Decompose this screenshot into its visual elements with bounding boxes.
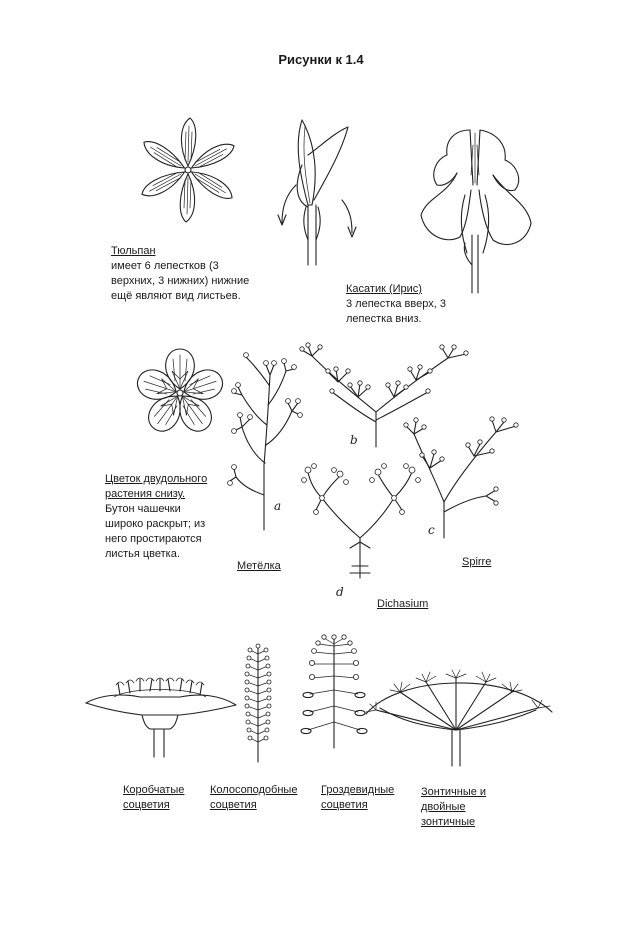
- capitulum-label-line: соцветия: [123, 799, 170, 811]
- spirre-label: Spirre: [462, 556, 492, 568]
- dicot-name-line: растения снизу.: [105, 488, 186, 500]
- dicot-desc-line: широко раскрыт; из: [105, 518, 206, 530]
- raceme-label-line: соцветия: [321, 799, 368, 811]
- dichasium-label: Dichasium: [377, 598, 429, 610]
- umbel-label-line: двойные: [421, 801, 466, 813]
- tulip-desc-line: ещё являют вид листьев.: [111, 290, 241, 302]
- raceme-label-line: Гроздевидные: [321, 784, 395, 796]
- tulip-desc-line: верхних, 3 нижних) нижние: [111, 275, 250, 287]
- spirre-drawing: [400, 412, 530, 542]
- spike-drawing: [238, 640, 278, 765]
- tulip-desc-line: имеет 6 лепестков (3: [111, 260, 219, 272]
- iris-bud-drawing: [272, 115, 372, 270]
- tulip-drawing: [136, 112, 246, 227]
- panicle-label: Метёлка: [237, 560, 281, 572]
- umbel-label-line: Зонтичные и: [421, 786, 487, 798]
- capitulum-drawing: [80, 675, 240, 760]
- corymb-letter: b: [350, 433, 358, 447]
- umbel-drawing: [360, 668, 560, 768]
- capitulum-caption: [123, 783, 184, 813]
- spirre-letter: c: [428, 523, 435, 537]
- page-title: Рисунки к 1.4: [278, 52, 364, 67]
- panicle-letter: a: [274, 499, 282, 513]
- umbel-label-line: зонтичные: [421, 816, 476, 828]
- dicot-name-line: Цветок двудольного: [105, 473, 208, 485]
- dicot-desc-line: Бутон чашечки: [105, 503, 181, 515]
- dicot-desc-line: него простираются: [105, 533, 202, 545]
- spike-label-line: Колосоподобные: [210, 784, 298, 796]
- raceme-caption: [321, 783, 394, 813]
- tulip-name: Тюльпан: [111, 245, 156, 257]
- spike-caption: [210, 783, 297, 813]
- dichasium-letter: d: [336, 585, 344, 598]
- dicot-caption: [105, 472, 207, 562]
- panicle-drawing: [212, 345, 312, 535]
- tulip-caption: [111, 244, 249, 304]
- iris-name: Касатик (Ирис): [346, 283, 422, 295]
- umbel-caption: [421, 785, 486, 830]
- spike-label-line: соцветия: [210, 799, 257, 811]
- iris-desc-line: 3 лепестка вверх, 3: [346, 298, 446, 310]
- iris-flower-drawing: [415, 125, 540, 295]
- iris-caption: [346, 282, 446, 327]
- iris-desc-line: лепестка вниз.: [346, 313, 422, 325]
- dicot-desc-line: листья цветка.: [105, 548, 180, 560]
- capitulum-label-line: Коробчатые: [123, 784, 185, 796]
